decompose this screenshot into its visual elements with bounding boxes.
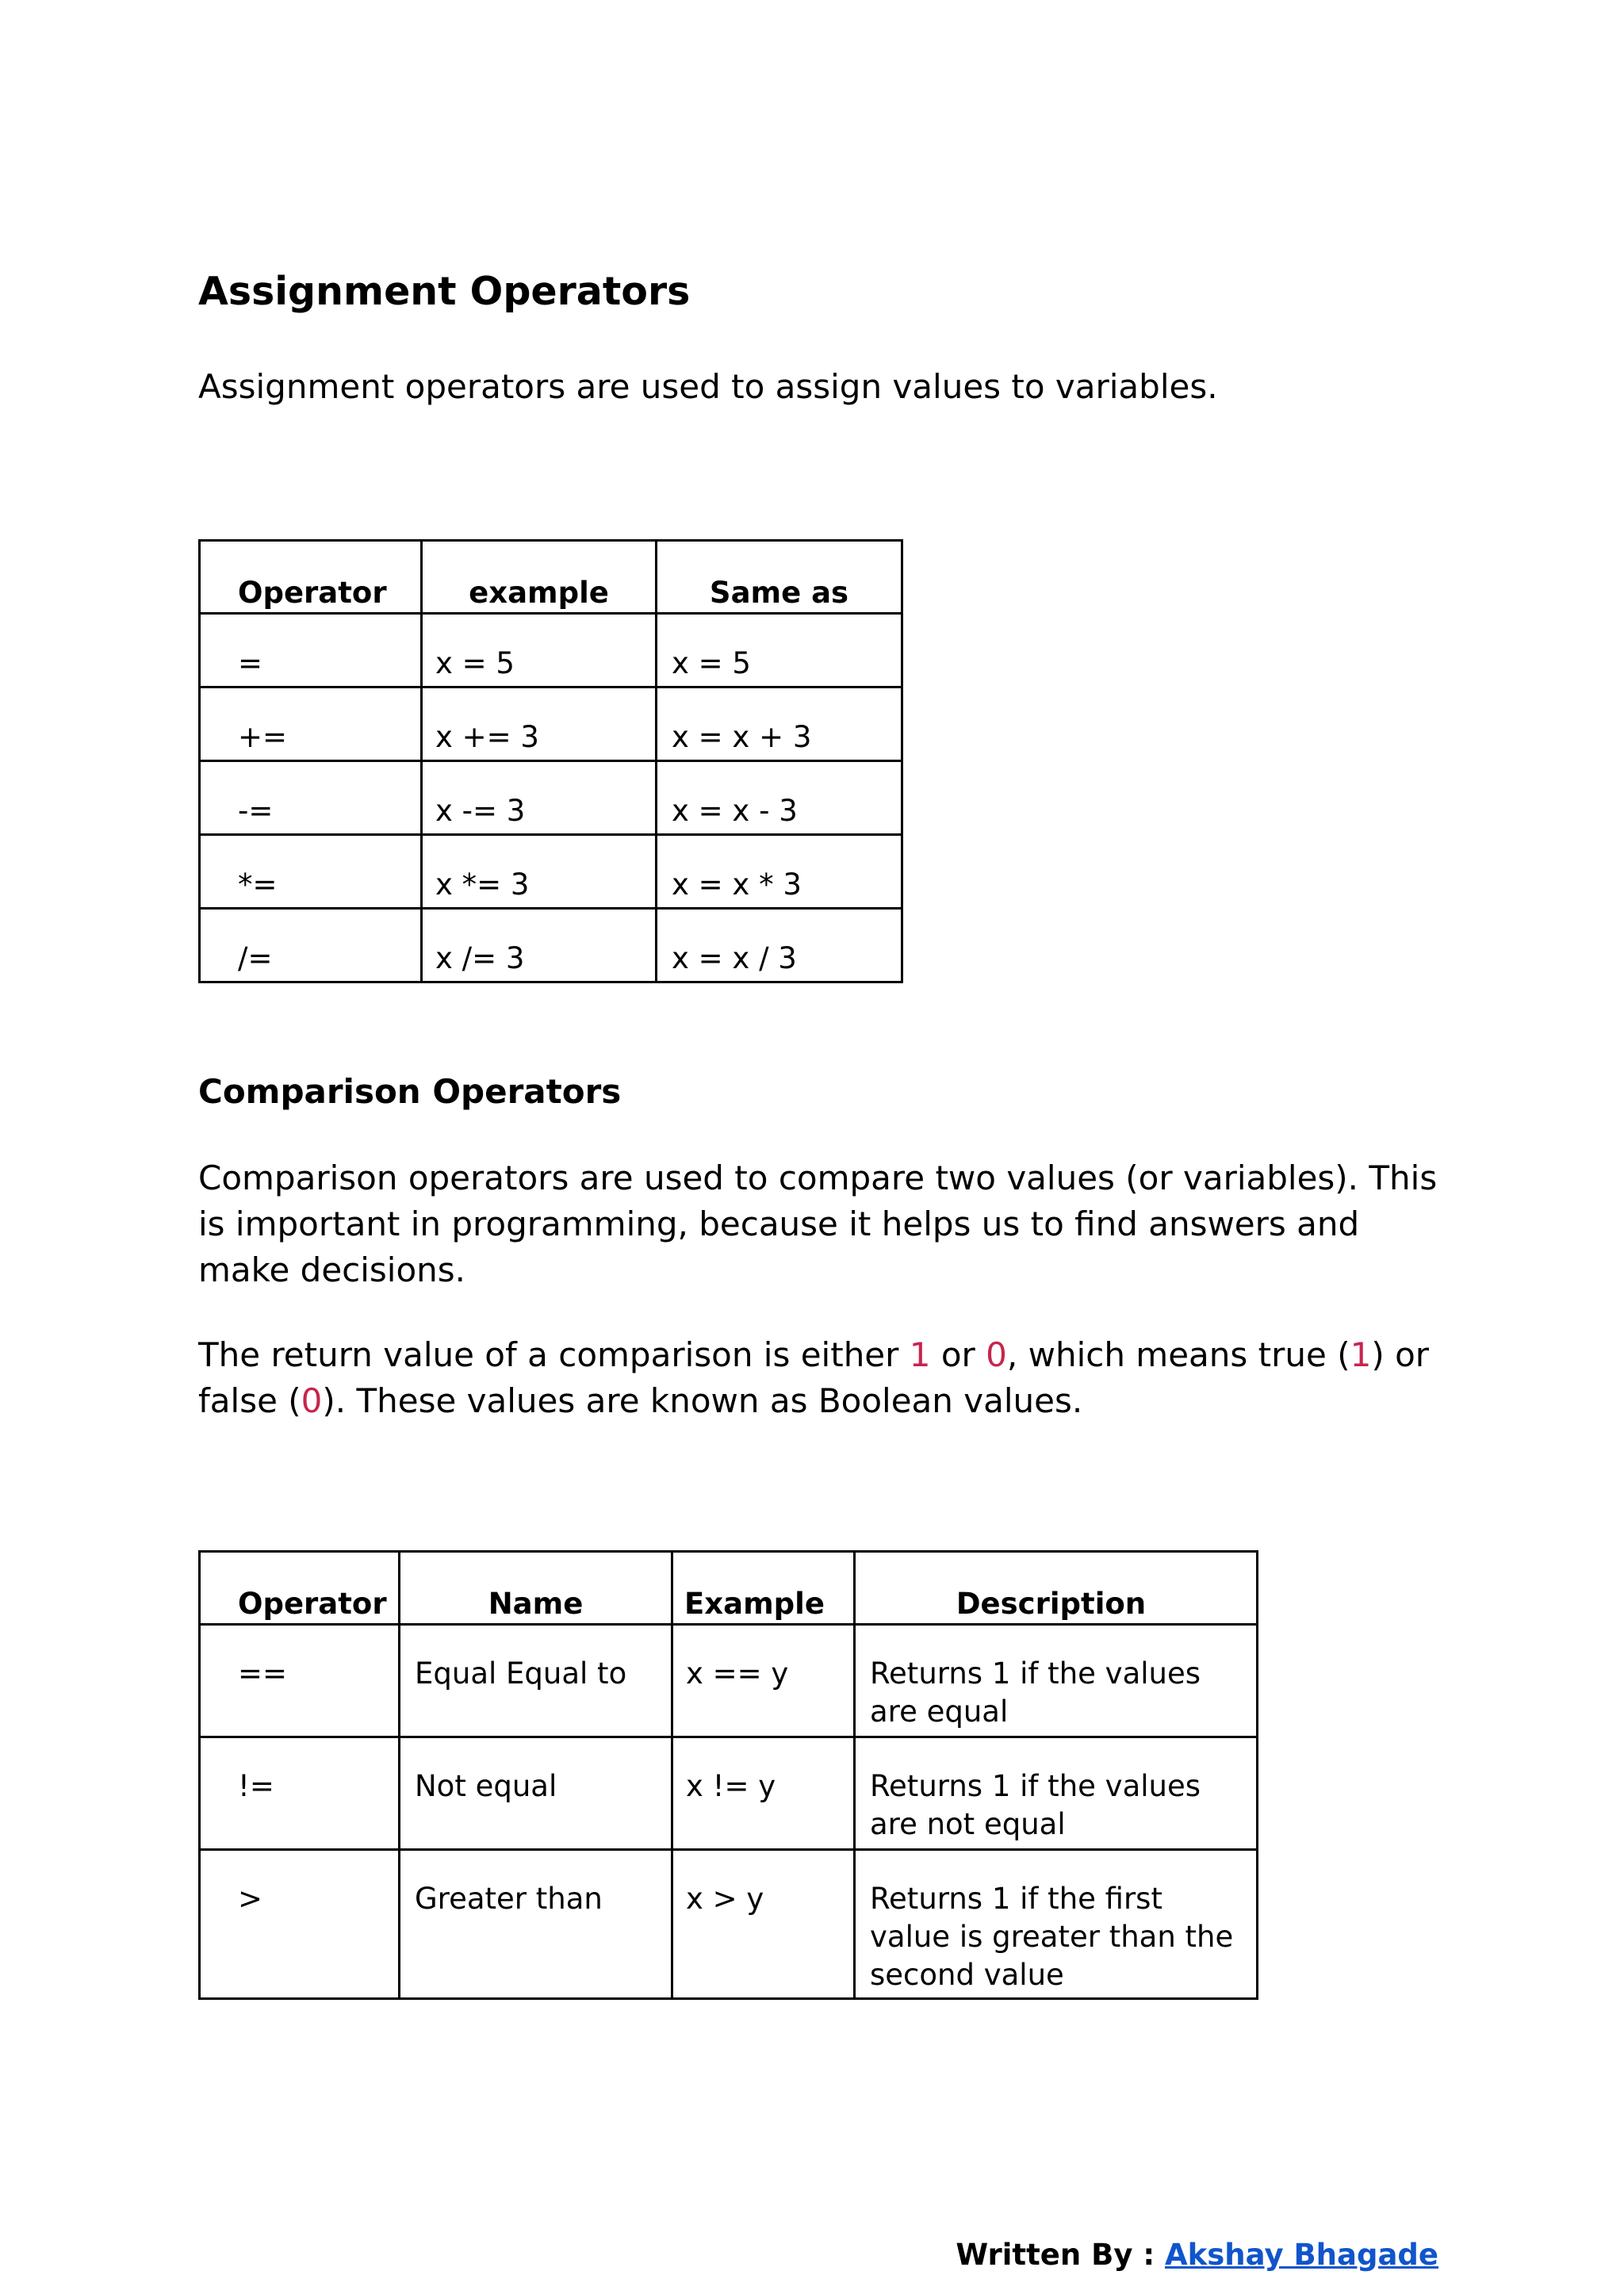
assignment-intro: Assignment operators are used to assign values to variables.	[198, 367, 1218, 406]
table-row	[200, 909, 902, 982]
operator-cell: /=	[200, 909, 422, 982]
description-cell: Returns 1 if the first value is greater than the second value	[855, 1850, 1258, 1999]
example-cell: x -= 3	[422, 761, 657, 835]
example-cell: x > y	[672, 1850, 855, 1999]
example-cell: x /= 3	[422, 909, 657, 982]
operator-cell: >	[200, 1850, 400, 1999]
description-cell: Returns 1 if the values are equal	[855, 1625, 1258, 1737]
author-credit-label: Written By :	[956, 2238, 1166, 2272]
name-cell: Equal Equal to	[400, 1625, 672, 1737]
boolean-value-false: 0	[301, 1381, 323, 1420]
table-row	[200, 1737, 1258, 1850]
table-row	[200, 761, 902, 835]
header-operator: Operator	[200, 1552, 400, 1625]
operator-cell: -=	[200, 761, 422, 835]
return-text-part: , which means true (	[1006, 1335, 1350, 1374]
table-row	[200, 687, 902, 761]
assignment-heading: Assignment Operators	[198, 269, 691, 314]
author-link[interactable]: Akshay Bhagade	[1165, 2238, 1438, 2272]
header-name: Name	[400, 1552, 672, 1625]
assignment-operators-table	[198, 539, 903, 983]
return-text-part: ) or false (	[198, 1335, 1430, 1420]
comparison-intro: Comparison operators are used to compare two values (or variables). This is important in programming, because it helps us to find answers and make decisions.	[198, 1158, 1438, 1289]
operator-cell: ==	[200, 1625, 400, 1737]
table-header-row	[200, 541, 902, 614]
return-text-part: or	[930, 1335, 986, 1374]
return-text-part: The return value of a comparison is either	[198, 1335, 910, 1374]
table-row	[200, 1850, 1258, 1999]
same-as-cell: x = x / 3	[657, 909, 902, 982]
description-cell: Returns 1 if the values are not equal	[855, 1737, 1258, 1850]
name-cell: Greater than	[400, 1850, 672, 1999]
table-row	[200, 835, 902, 909]
table-row	[200, 1625, 1258, 1737]
header-description: Description	[855, 1552, 1258, 1625]
header-example: Example	[672, 1552, 855, 1625]
comparison-operators-table	[198, 1550, 1258, 2000]
boolean-value-true: 1	[1350, 1335, 1372, 1374]
operator-cell: !=	[200, 1737, 400, 1850]
example-cell: x != y	[672, 1737, 855, 1850]
same-as-cell: x = x - 3	[657, 761, 902, 835]
comparison-return-value-text	[198, 1332, 1451, 1424]
example-cell: x == y	[672, 1625, 855, 1737]
header-operator: Operator	[200, 541, 422, 614]
operator-cell: =	[200, 614, 422, 687]
author-credit	[956, 2238, 1438, 2272]
table-header-row	[200, 1552, 1258, 1625]
same-as-cell: x = x + 3	[657, 687, 902, 761]
header-same-as: Same as	[657, 541, 902, 614]
operator-cell: +=	[200, 687, 422, 761]
operator-cell: *=	[200, 835, 422, 909]
name-cell: Not equal	[400, 1737, 672, 1850]
example-cell: x *= 3	[422, 835, 657, 909]
example-cell: x = 5	[422, 614, 657, 687]
table-row	[200, 614, 902, 687]
boolean-value-false: 0	[986, 1335, 1007, 1374]
same-as-cell: x = x * 3	[657, 835, 902, 909]
example-cell: x += 3	[422, 687, 657, 761]
return-text-part: ). These values are known as Boolean values.	[322, 1381, 1083, 1420]
boolean-value-true: 1	[909, 1335, 931, 1374]
comparison-heading: Comparison Operators	[198, 1072, 622, 1111]
same-as-cell: x = 5	[657, 614, 902, 687]
header-example: example	[422, 541, 657, 614]
